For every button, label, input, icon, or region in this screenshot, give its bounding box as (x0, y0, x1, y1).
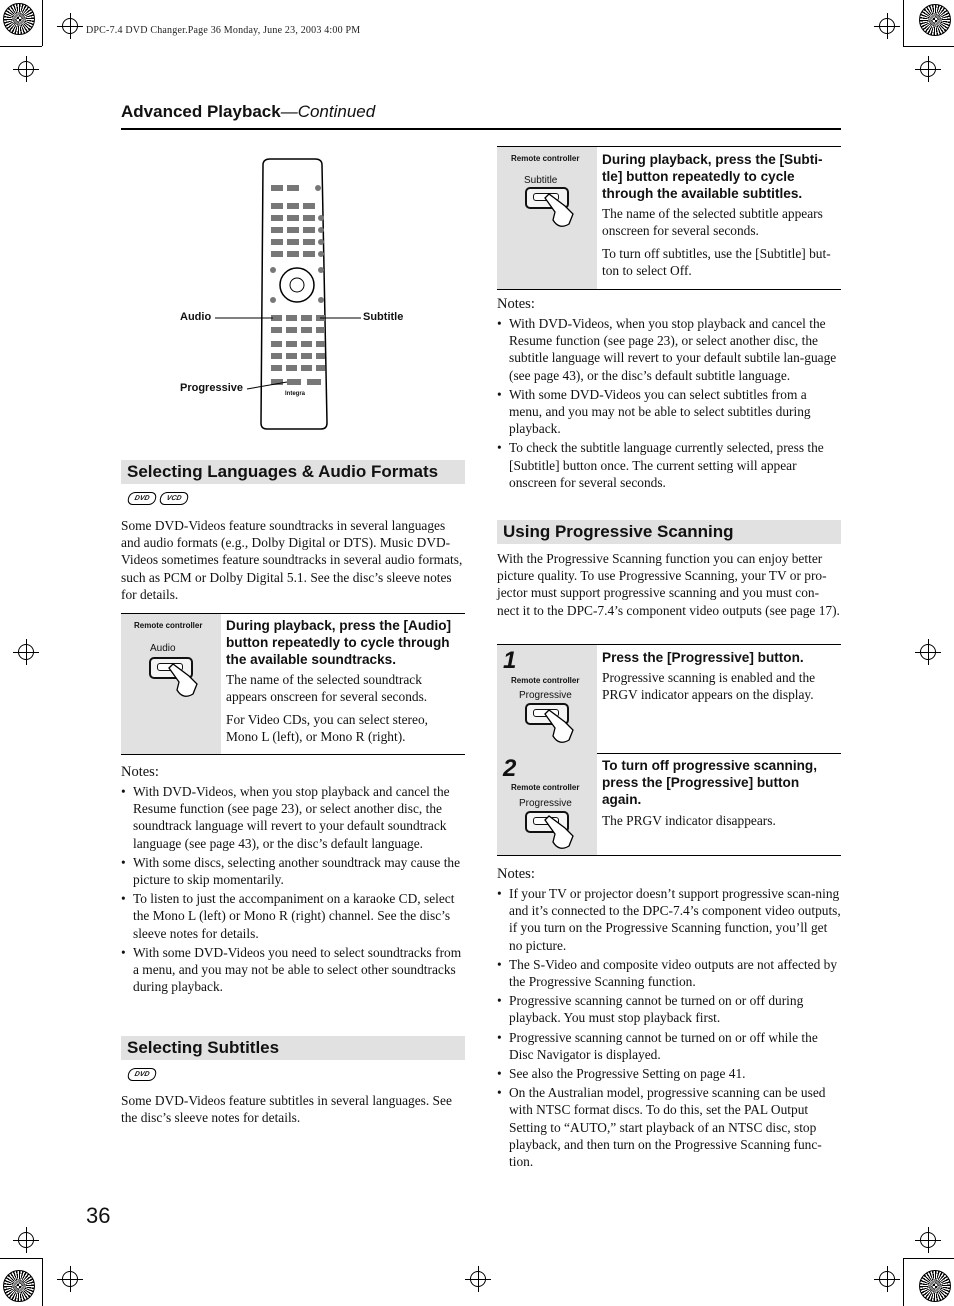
step-body-1: The name of the selected soundtrack appears onscreen for several seconds. (226, 672, 428, 705)
registration-burst-icon (3, 3, 35, 35)
crop-mark (903, 1258, 905, 1306)
crosshair-icon (879, 1271, 895, 1287)
notes-heading: Notes: (497, 296, 535, 312)
subtitles-intro: Some DVD-Videos feature subtitles in several languages. See the disc’s sleeve notes for details. (121, 1093, 452, 1126)
remote-brand: Integra (285, 391, 306, 397)
crosshair-icon (62, 1271, 78, 1287)
crosshair-icon (62, 18, 78, 34)
step-number: 1 (503, 647, 517, 674)
notes-heading: Notes: (497, 866, 535, 882)
step-body-1: The name of the selected subtitle appears onscreen for several seconds. (602, 206, 823, 239)
note-item: • With some discs, selecting another soundtrack may cause the picture to skip momentarily. (121, 854, 465, 888)
vcd-badge-icon: VCD (159, 492, 190, 505)
crop-mark (903, 46, 954, 48)
step-heading: During playback, press the [Audio] button repeatedly to cycle through the available soundtracks. (226, 618, 452, 667)
crosshair-icon (920, 644, 936, 660)
step-body-1: Progressive scanning is enabled and the PRGV indicator appears on the display. (602, 670, 816, 703)
section-bar-progressive (497, 520, 841, 544)
step-subtitle (497, 146, 841, 290)
crop-mark (42, 1258, 44, 1306)
step-progressive-2 (497, 752, 841, 856)
button-caption: Progressive (519, 690, 572, 701)
print-slug: DPC-7.4 DVD Changer.Page 36 Monday, June 23, 2003 4:00 PM (86, 25, 361, 36)
note-item: • Progressive scanning cannot be turned on or off while the Disc Navigator is displayed. (497, 1029, 841, 1063)
notes-list-languages (121, 783, 465, 997)
callout-subtitle: Subtitle (363, 311, 404, 323)
page-title-suffix: —Continued (280, 102, 376, 121)
crop-mark (903, 1258, 954, 1260)
languages-intro: Some DVD-Videos feature soundtracks in several languages and audio formats (e.g., Dolby Digital or DTS). Music DVD-Videos sometimes feature soundtracks in several audio formats, such as PCM or Dolby Digital 5.1. See the disc’s sleeve notes for details. (121, 518, 463, 602)
note-item: • See also the Progressive Setting on page 41. (497, 1065, 841, 1082)
step-body-2: For Video CDs, you can select stereo, Mono L (left), or Mono R (right). (226, 712, 428, 745)
section-bar-subtitles (121, 1036, 465, 1060)
callout-audio: Audio (180, 311, 212, 323)
callout-progressive: Progressive (180, 382, 243, 394)
dvd-badge-icon: DVD (127, 1068, 158, 1081)
section-heading-languages: Selecting Languages & Audio Formats (127, 462, 439, 481)
note-item: • With some DVD-Videos you need to select soundtracks from a menu, and you may not be able to select other soundtracks during playback. (121, 944, 465, 996)
crosshair-icon (470, 1271, 486, 1287)
crosshair-icon (18, 1232, 34, 1248)
note-item: • To listen to just the accompaniment on a karaoke CD, select the Mono L (left) or Mono R (right) channel. See the disc’s sleeve notes for details. (121, 890, 465, 942)
section-heading-progressive: Using Progressive Scanning (503, 522, 734, 541)
registration-burst-icon (919, 1270, 951, 1302)
progressive-intro: With the Progressive Scanning function you can enjoy better picture quality. To use Progressive Scanning, your TV or pro-jector must support progressive scanning and you must con-nect it to the DPC-7.4’s component video outputs (see page 17). (497, 551, 840, 618)
page-number: 36 (86, 1203, 111, 1228)
step-body-2: To turn off subtitles, use the [Subtitle] but-ton to select Off. (602, 246, 831, 279)
note-item: • To check the subtitle language currently selected, press the [Subtitle] button once. The current setting will appear onscreen for several seconds. (497, 439, 841, 491)
crop-mark (903, 0, 905, 46)
section-heading-subtitles: Selecting Subtitles (127, 1038, 280, 1057)
title-rule (121, 128, 841, 130)
note-item: • The S-Video and composite video outputs are not affected by the Progressive Scanning function. (497, 956, 841, 990)
crosshair-icon (879, 18, 895, 34)
notes-heading: Notes: (121, 764, 159, 780)
crop-mark (42, 0, 44, 46)
step-heading: Press the [Progressive] button. (602, 650, 804, 665)
step-heading: During playback, press the [Subti-tle] button repeatedly to cycle through the available subtitles. (602, 152, 823, 201)
note-item: • With DVD-Videos, when you stop playback and cancel the Resume function (see page 23), or select another disc, the soundtrack language will revert to your default soundtrack language (see page 43), or the disc’s default language. (121, 783, 465, 852)
button-caption: Subtitle (524, 175, 558, 186)
page-title-text: Advanced Playback (121, 102, 281, 121)
crosshair-icon (18, 61, 34, 77)
step-heading: To turn off progressive scanning, press the [Progressive] button again. (602, 758, 818, 807)
note-item: • With DVD-Videos, when you stop playback and cancel the Resume function (see page 23), or select another disc, the subtitle language will revert to your default subtile lan-guage (see page 43), or the disc’s default subtitle language. (497, 315, 841, 384)
notes-list-progressive (497, 885, 841, 1172)
crosshair-icon (920, 1232, 936, 1248)
step-body-1: The PRGV indicator disappears. (602, 813, 776, 828)
section-bar-languages (121, 460, 465, 484)
notes-list-subtitles (497, 315, 841, 493)
pressing-hand-icon (541, 814, 577, 854)
crop-mark (0, 46, 42, 48)
pressing-hand-icon (541, 192, 577, 232)
crosshair-icon (920, 61, 936, 77)
crosshair-icon (18, 644, 34, 660)
remote-figure (175, 155, 465, 435)
note-item: • On the Australian model, progressive scanning can be used with NTSC format discs. To do this, set the PAL Output Setting to “AUTO,” start playback of an NTSC disc, stop playback, and then turn on the Progressive Scanning func-tion. (497, 1084, 841, 1170)
dvd-badge-icon: DVD (127, 492, 158, 505)
note-item: • If your TV or projector doesn’t support progressive scan-ning and it’s connected to the DPC-7.4’s component video outputs, if you turn on the Progressive Scanning function, you’ll get no picture. (497, 885, 841, 954)
remote-controller-label: Remote controller (511, 676, 580, 685)
registration-burst-icon (3, 1270, 35, 1302)
button-caption: Audio (150, 643, 176, 654)
note-item: • With some DVD-Videos you can select subtitles from a menu, and you may not be able to select subtitles during playback. (497, 386, 841, 438)
remote-controller-label: Remote controller (511, 783, 580, 792)
step-number: 2 (503, 755, 517, 782)
crop-mark (0, 1258, 42, 1260)
page-title (121, 102, 375, 122)
step-progressive-1 (497, 644, 841, 754)
step-audio (121, 613, 465, 755)
registration-burst-icon (919, 4, 951, 36)
pressing-hand-icon (541, 708, 577, 748)
button-caption: Progressive (519, 798, 572, 809)
remote-controller-label: Remote controller (134, 621, 203, 630)
remote-controller-label: Remote controller (511, 154, 580, 163)
note-item: • Progressive scanning cannot be turned on or off during playback. You must stop playback first. (497, 992, 841, 1026)
pressing-hand-icon (165, 662, 201, 702)
